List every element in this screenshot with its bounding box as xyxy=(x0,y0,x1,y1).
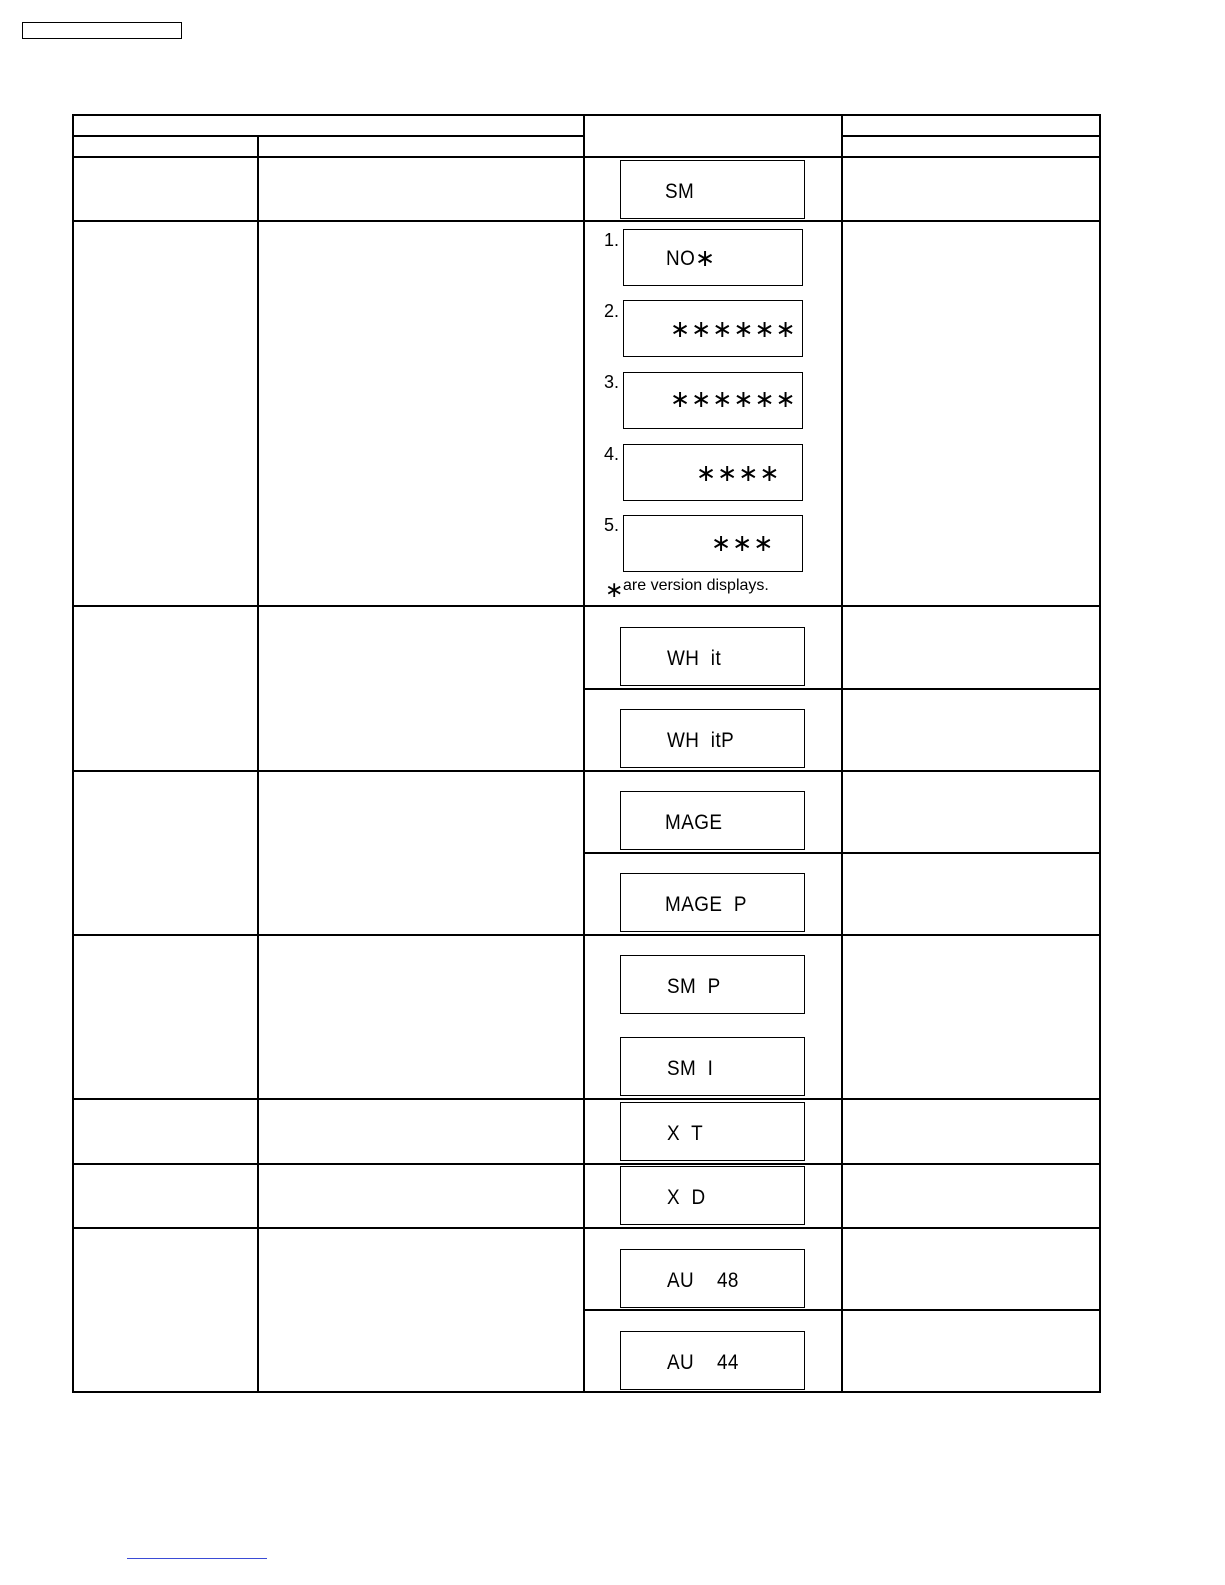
header-box xyxy=(22,22,182,39)
lcd-display-step2 xyxy=(623,300,803,357)
lcd-display-xt xyxy=(620,1102,805,1161)
lcd-display-step5 xyxy=(623,515,803,572)
lcd-text: X D xyxy=(667,1186,706,1209)
lcd-display-mage xyxy=(620,791,805,850)
step-number: 5. xyxy=(604,515,620,535)
lcd-text: X T xyxy=(667,1122,704,1145)
lcd-text: SM P xyxy=(667,975,721,998)
lcd-display-sm xyxy=(620,160,805,219)
lcd-text: SM I xyxy=(667,1057,714,1080)
lcd-text: MAGE xyxy=(665,811,723,834)
lcd-text: ∗∗∗ xyxy=(711,530,775,557)
lcd-text: MAGE P xyxy=(665,893,747,916)
version-note: are version displays. xyxy=(623,577,769,594)
lcd-display-whitp xyxy=(620,709,805,768)
lcd-text: NO xyxy=(666,247,696,270)
lcd-text: WH itP xyxy=(667,729,735,752)
lcd-display-mage-p xyxy=(620,873,805,932)
lcd-text: ∗∗∗∗ xyxy=(696,460,781,487)
lcd-display-au44 xyxy=(620,1331,805,1390)
lcd-display-sm-p xyxy=(620,955,805,1014)
lcd-text: WH it xyxy=(667,647,722,670)
footer-link-underline[interactable] xyxy=(127,1558,267,1559)
asterisk-icon: ∗ xyxy=(605,577,624,602)
lcd-text: AU 48 xyxy=(667,1269,739,1292)
lcd-text: ∗∗∗∗∗∗ xyxy=(670,386,797,413)
lcd-display-step4 xyxy=(623,444,803,501)
asterisk-icon: ∗ xyxy=(695,245,717,272)
lcd-text: ∗∗∗∗∗∗ xyxy=(670,316,797,343)
lcd-text: AU 44 xyxy=(667,1351,739,1374)
step-number: 1. xyxy=(604,230,620,250)
step-number: 2. xyxy=(604,301,620,321)
lcd-display-whit xyxy=(620,627,805,686)
lcd-display-step3 xyxy=(623,372,803,429)
step-number: 4. xyxy=(604,444,620,464)
lcd-display-step1 xyxy=(623,229,803,286)
lcd-text: SM xyxy=(665,180,695,203)
lcd-display-au48 xyxy=(620,1249,805,1308)
lcd-display-xd xyxy=(620,1166,805,1225)
step-number: 3. xyxy=(604,372,620,392)
lcd-display-sm-i xyxy=(620,1037,805,1096)
